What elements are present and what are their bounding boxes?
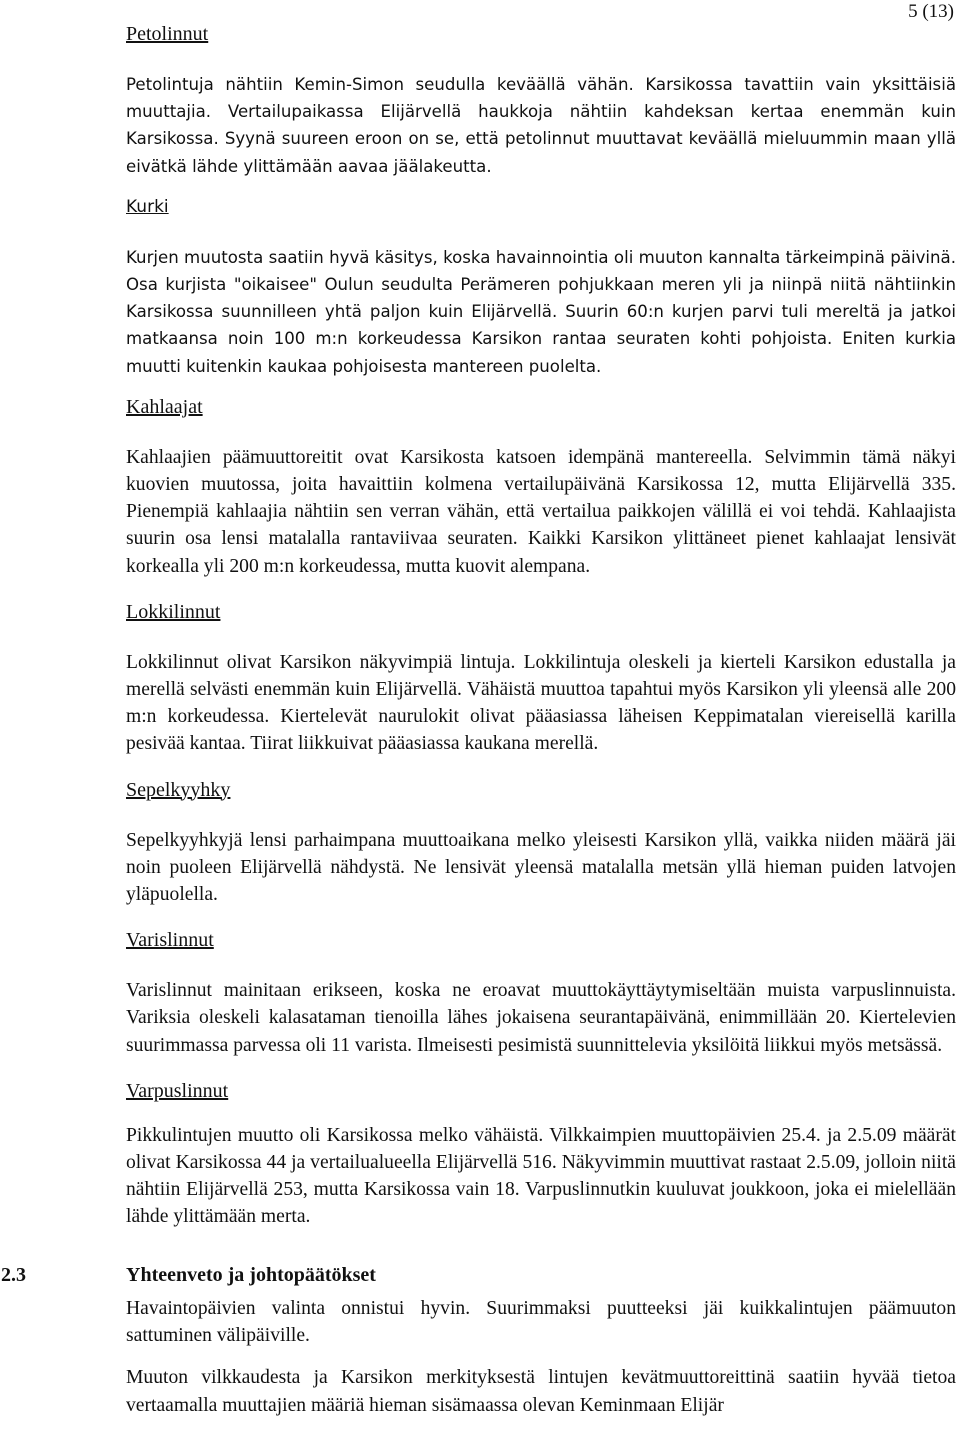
- summary-body: [126, 1295, 956, 1434]
- heading-sepelkyyhky: Sepelkyyhky: [126, 778, 231, 801]
- paragraph-petolinnut: Petolintuja nähtiin Kemin-Simon seudulla keväällä vähän. Karsikossa tavattiin vain yksittäisiä muuttajia. Vertailupaikassa Elijärvellä haukkoja nähtiin kahdeksan kertaa enemmän kuin Karsikossa. Syynä suureen eroon on se, että petolinnut muuttavat keväällä mieluummin maan yllä eivätkä lähde ylittämään aavaa jäälakeutta.: [126, 75, 956, 176]
- summary-paragraph-2: Muuton vilkkaudesta ja Karsikon merkityksestä lintujen kevätmuuttoreittinä saatiin hyvää tietoa vertaamalla muuttajien määriä hieman sisämaassa olevan Keminmaan Elijär: [126, 1367, 956, 1416]
- paragraph-lokkilinnut: Lokkilinnut olivat Karsikon näkyvimpiä lintuja. Lokkilintuja oleskeli ja kierteli Karsikon edustalla ja merellä selvästi enemmän kuin Elijärvellä. Vähäistä muuttoa tapahtui myös Karsikon yli yleensä alle 200 m:n korkeudessa. Kiertelevät naurulokit olivat pääasiassa läheisen Keppimatalan viereisellä karilla pesivää kantaa. Tiirat liikkuivat pääasiassa kaukana merellä.: [126, 651, 956, 755]
- section-heading: [0, 1262, 960, 1288]
- summary-section: [0, 1262, 960, 1416]
- heading-petolinnut: Petolinnut: [126, 23, 209, 45]
- paragraph-varpuslinnut: Pikkulintujen muutto oli Karsikossa melko vähäistä. Vilkkaimpien muuttopäivien 25.4. ja 2.5.09 määrät olivat Karsikossa 44 ja vertailualueella Elijärvellä 516. Näkyvimmin muuttivat rastaat 2.5.09, jolloin niitä nähtiin Elijärvellä 253, mutta Karsikossa vain 18. Varpuslinnutkin kuuluvat joukkoon, joka ei mielellään lähde ylittämään merta.: [126, 1124, 956, 1228]
- page-number: 5 (13): [908, 1, 954, 22]
- heading-varislinnut: Varislinnut: [126, 929, 214, 952]
- paragraph-varislinnut: Varislinnut mainitaan erikseen, koska ne eroavat muuttokäyttäytymiseltään muista varpuslinnuista. Variksia oleskeli kalasataman tienoilla lähes jokaisena seurantapäivänä, enimmillään 20. Kiertelevien suurimmassa parvessa oli 11 varista. Ilmeisesti pesimistä suunnittelevia yksilöitä liikkui myös metsässä.: [126, 980, 956, 1056]
- paragraph-kahlaajat: Kahlaajien päämuuttoreitit ovat Karsikosta katsoen idempänä mantereella. Selvimmin tämä näkyi kuovien muutossa, joita havaittiin kolmena vertailupäivänä Karsikossa 12, mutta Elijärvellä 335. Pienempiä kahlaajia nähtiin sen verran vähän, että vertailua paikkojen välillä ei voi tehdä. Kahlaajista suurin osa lensi matalalla rantaviivaa seuraten. Kaikki Karsikon ylittäneet pienet kahlaajat lensivät korkealla yli 200 m:n korkeudessa, mutta kuovit alempana.: [126, 446, 956, 577]
- section-number: 2.3: [1, 1264, 26, 1286]
- heading-kurki: Kurki: [126, 196, 169, 217]
- section-title: Yhteenveto ja johtopäätökset: [126, 1264, 376, 1286]
- document-body: [126, 21, 956, 1231]
- heading-varpuslinnut: Varpuslinnut: [126, 1079, 229, 1102]
- heading-kahlaajat: Kahlaajat: [126, 395, 203, 418]
- paragraph-kurki: Kurjen muutosta saatiin hyvä käsitys, koska havainnointia oli muuton kannalta tärkeimpinä päivinä. Osa kurjista "oikaisee" Oulun seudulta Perämeren pohjukkaan meren yli ja niinpä niitä nähtiinkin Karsikossa suunnilleen yhtä paljon kuin Elijärvellä. Suurin 60:n kurjen parvi tuli mereltä ja jatkoi matkaansa noin 100 m:n korkeudessa Karsikon rantaa seuraten kohti pohjoista. Eniten kurkia muutti kuitenkin kaukaa pohjoisesta mantereen puolelta.: [126, 247, 956, 376]
- paragraph-sepelkyyhky: Sepelkyyhkyjä lensi parhaimpana muuttoaikana melko yleisesti Karsikon yllä, vaikka niiden määrä jäi noin puoleen Elijärvellä nähdystä. Ne lensivät yleensä matalalla metsän yllä hieman puiden latvojen yläpuolella.: [126, 829, 956, 906]
- summary-paragraph-1: Havaintopäivien valinta onnistui hyvin. Suurimmaksi puutteeksi jäi kuikkalintujen päämuuton sattuminen välipäiville.: [126, 1298, 956, 1347]
- heading-lokkilinnut: Lokkilinnut: [126, 600, 221, 623]
